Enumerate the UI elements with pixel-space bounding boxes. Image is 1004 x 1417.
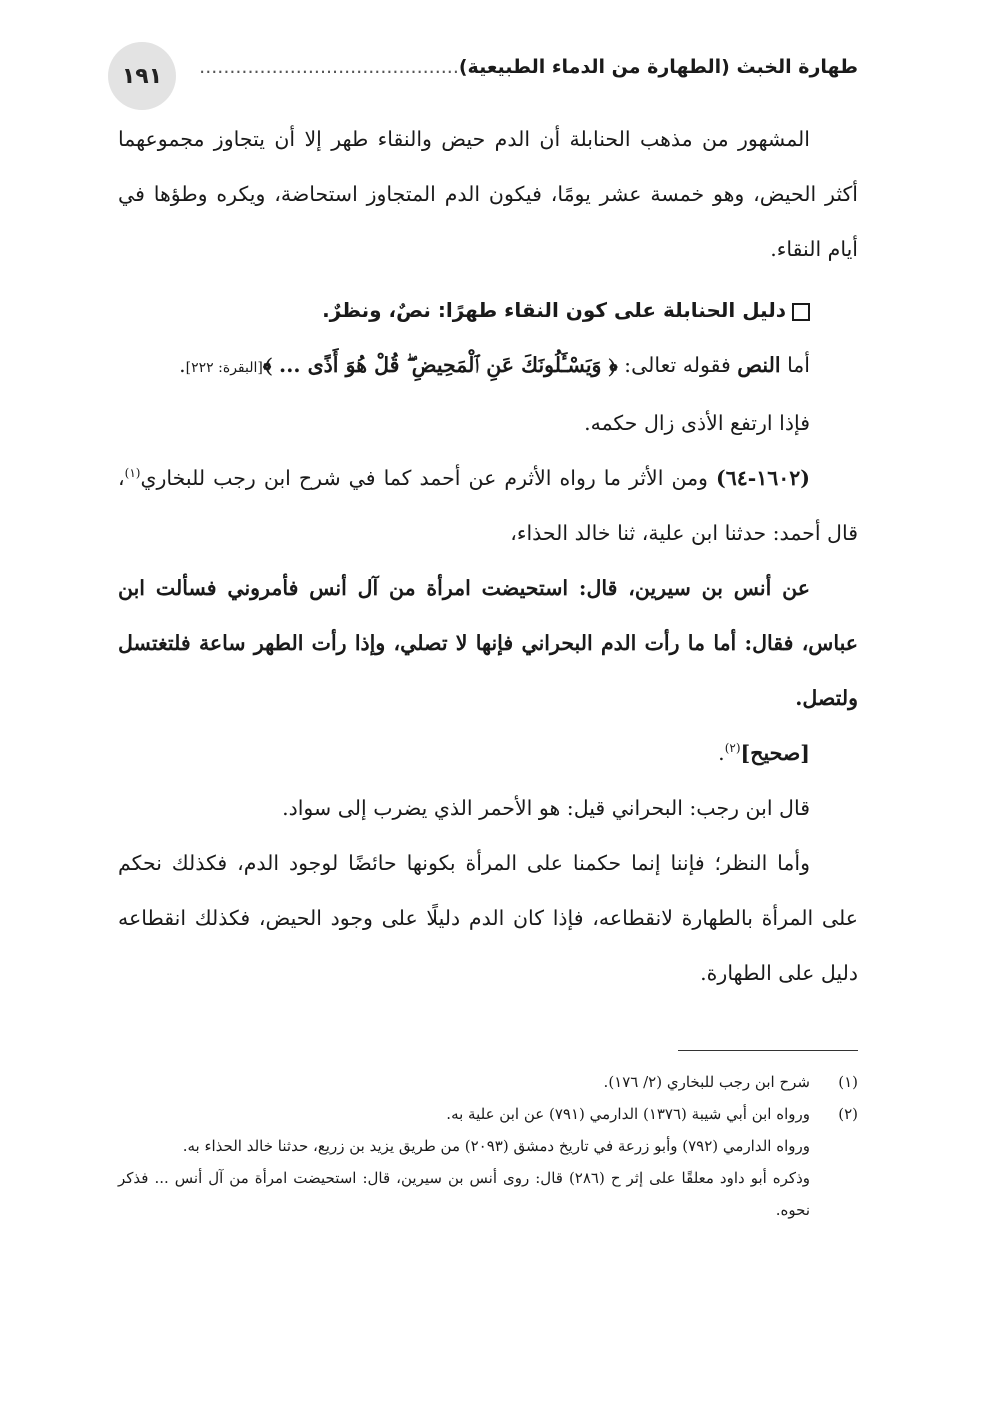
square-bullet-icon [792, 303, 810, 321]
quran-verse: ﴿ وَيَسْـَٔلُونَكَ عَنِ ٱلْمَحِيضِ ۖ قُلْ هُوَ أَذًى ... ﴾ [262, 353, 618, 377]
footnote-ref-2[interactable]: (٢) [724, 741, 741, 756]
paragraph-7: قال ابن رجب: البحراني قيل: هو الأحمر الذي يضرب إلى سواد. [282, 796, 810, 820]
main-text [118, 112, 858, 1001]
paragraph-hadith-text: عن أنس بن سيرين، قال: استحيضت امرأة من آل أنس فأمروني فسألت ابن عباس، فقال: أما ما رأت الدم البحراني فإنها لا تصلي، وإذا رأت الطهر ساعة فلتغتسل ولتصل. [118, 576, 858, 710]
footnote-2-text: ورواه ابن أبي شيبة (١٣٧٦) الدارمي (٧٩١) عن ابن علية به. [446, 1105, 810, 1123]
p2-mid: فقوله تعالى: [617, 353, 738, 377]
p4-rest: ومن الأثر ما رواه الأثرم عن أحمد كما في شرح ابن رجب للبخاري [140, 466, 716, 490]
footnote-1-text: شرح ابن رجب للبخاري (٢/ ١٧٦). [603, 1073, 810, 1091]
paragraph-athar [118, 451, 858, 561]
footnote-2-continued-2: وذكره أبو داود معلقًا على إثر ح (٢٨٦) قال: روى أنس بن سيرين، قال: استحيضت امرأة من آل أنس ... فذكر نحوه. [118, 1169, 810, 1219]
p4-end: ، قال أحمد: حدثنا ابن علية، ثنا خالد الحذاء، [118, 466, 858, 545]
page-header [108, 42, 858, 112]
footnote-1 [118, 1066, 858, 1098]
footnote-2 [118, 1098, 858, 1130]
p2-end: . [179, 353, 186, 377]
page-number: ١٩١ [108, 42, 176, 110]
section-heading-text: دليل الحنابلة على كون النقاء طهرًا: نصٌ، ونظرٌ. [322, 298, 786, 322]
paragraph-1: المشهور من مذهب الحنابلة أن الدم حيض والنقاء طهر إلا أن يتجاوز مجموعهما أكثر الحيض، وهو خمسة عشر يومًا، فيكون الدم المتجاوز استحاضة، ويكره وطؤها في أيام النقاء. [118, 127, 858, 261]
hadith-number: (١٦٠٢-٦٤) [716, 466, 810, 490]
running-title [199, 56, 858, 78]
footnote-divider [678, 1050, 858, 1051]
verse-reference: [البقرة: ٢٢٢] [185, 360, 263, 376]
paragraph-3: فإذا ارتفع الأذى زال حكمه. [584, 411, 810, 435]
grade-label: [صحيح] [740, 741, 810, 765]
p2-prefix: أما [780, 353, 810, 377]
header-dots: ........................................... [199, 56, 459, 78]
paragraph-8: وأما النظر؛ فإننا إنما حكمنا على المرأة بكونها حائضًا لوجود الدم، فكذلك نحكم على المرأة بالطهارة لانقطاعه، فإذا كان الدم دليلًا على وجود الحيض، فكذلك انقطاعه دليل على الطهارة. [118, 851, 858, 985]
running-title-text: طهارة الخبث (الطهارة من الدماء الطبيعية) [458, 56, 858, 78]
footnote-2-continued: ورواه الدارمي (٧٩٢) وأبو زرعة في تاريخ دمشق (٢٠٩٣) من طريق يزيد بن زريع، حدثنا خالد الحذاء به. [182, 1137, 810, 1155]
footnotes [118, 1066, 858, 1226]
footnote-ref-1[interactable]: (١) [124, 466, 141, 481]
footnote-1-number: (١) [838, 1073, 858, 1091]
paragraph-grade [118, 726, 858, 781]
paragraph-quran [118, 338, 858, 396]
section-heading [118, 277, 858, 338]
footnote-2-number: (٢) [838, 1105, 858, 1123]
p6-end: . [718, 741, 725, 765]
p2-bold: النص [737, 353, 781, 377]
